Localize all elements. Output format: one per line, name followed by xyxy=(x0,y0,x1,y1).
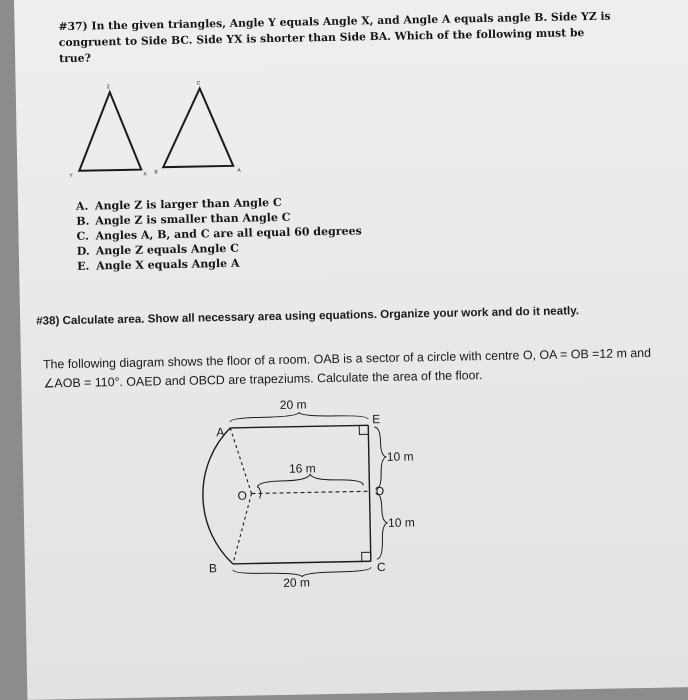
angle-aob-arc xyxy=(257,486,260,498)
radius-oa xyxy=(230,428,251,494)
brace-right-upper xyxy=(374,427,386,489)
answer-options xyxy=(76,193,363,273)
right-angle-e xyxy=(359,425,368,434)
point-a-label: A xyxy=(216,425,225,440)
edge-ec xyxy=(368,425,371,561)
edge-ae xyxy=(230,425,368,428)
sector-arc xyxy=(202,428,233,565)
option-b[interactable]: B. Angle Z is smaller than Angle C xyxy=(76,210,291,228)
point-e-label: E xyxy=(371,412,381,427)
brace-top xyxy=(230,411,368,422)
bottom-length-label: 20 m xyxy=(283,575,311,590)
right-lower-length-label: 10 m xyxy=(387,515,415,530)
option-e[interactable]: E. Angle X equals Angle A xyxy=(76,256,240,273)
segment-od xyxy=(252,491,370,493)
triangle-bca xyxy=(150,79,272,186)
question-37-text: #37) In the given triangles, Angle Y equals Angle X, and Angle A equals angle B. Side YZ is congruent to Side BC. Side YX is shorter than Side BA. Which of the following must be true? xyxy=(58,9,611,66)
top-length-label: 20 m xyxy=(279,397,307,412)
right-angle-c xyxy=(362,552,371,561)
point-d-label: D xyxy=(375,483,385,499)
question-38-heading: #38) Calculate area. Show all necessary area using equations. Organize your work and do it neatly. xyxy=(36,304,580,328)
option-d[interactable]: D. Angle Z equals Angle C xyxy=(76,241,240,258)
problem-text: The following diagram shows the floor of a room. OAB is a sector of a circle with centre O, OA = OB =12 m and ∠AOB = 110°. OAED and OBCD are trapeziums. Calculate the area of the floor. xyxy=(42,345,652,391)
vertex-b-label: B xyxy=(154,169,158,176)
floor-diagram xyxy=(172,392,456,602)
vertex-a-label: A xyxy=(237,167,241,174)
edge-bc xyxy=(233,561,371,564)
point-b-label: B xyxy=(208,561,218,576)
option-a[interactable]: A. Angle Z is larger than Angle C xyxy=(75,195,282,213)
vertex-x-label: X xyxy=(143,171,147,178)
radius-ob xyxy=(232,494,253,564)
right-upper-length-label: 10 m xyxy=(386,449,414,464)
vertex-c-label: C xyxy=(196,80,201,87)
brace-16m xyxy=(257,473,363,487)
brace-right-lower xyxy=(376,493,388,559)
point-o-label: O xyxy=(237,488,248,503)
option-c[interactable]: C. Angles A, B, and C are all equal 60 degrees xyxy=(76,224,362,243)
vertex-y-label: Y xyxy=(69,172,73,179)
worksheet-page xyxy=(14,0,688,700)
vertex-z-label: Z xyxy=(106,84,110,91)
mid-length-label: 16 m xyxy=(288,461,316,476)
point-c-label: C xyxy=(376,559,386,575)
